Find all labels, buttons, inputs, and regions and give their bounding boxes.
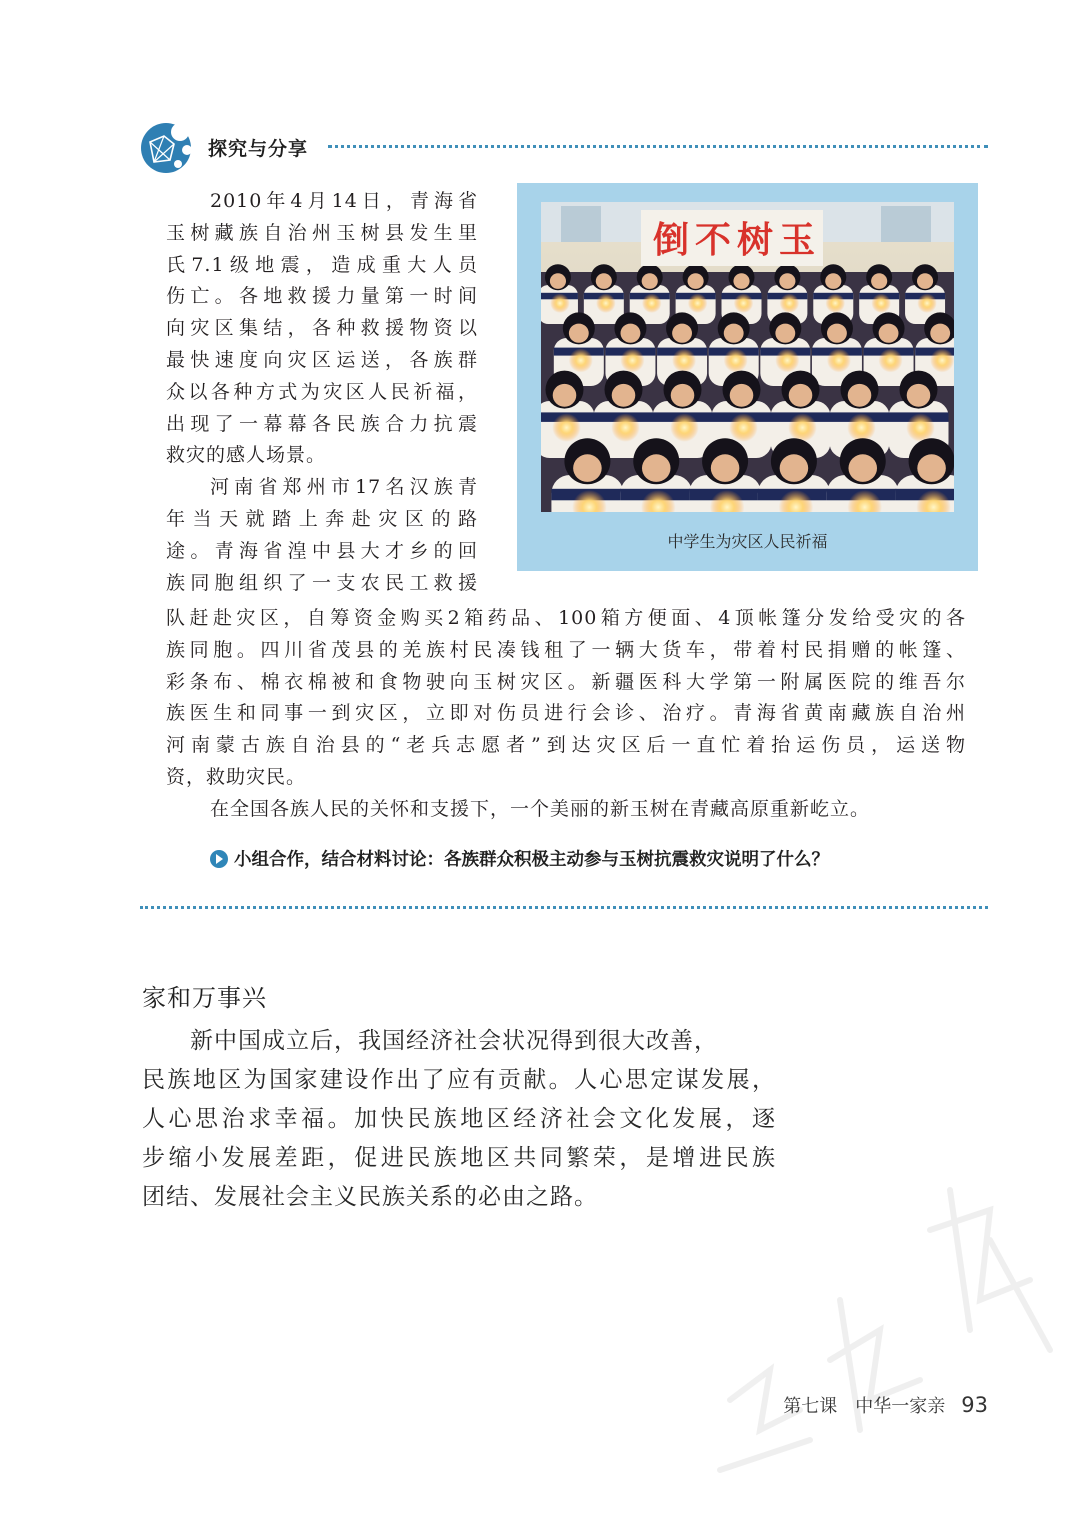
text-line: 救灾的感人场景。 [166, 444, 327, 467]
discussion-question-text: 小组合作，结合材料讨论：各族群众积极主动参与玉树抗震救灾说明了什么？ [234, 850, 829, 870]
explore-share-title: 探究与分享 [208, 138, 309, 160]
banner-char: 玉 [779, 220, 816, 261]
text-line: 伤亡。各地救援力量第一时间 [166, 285, 478, 308]
text-line: 河南省郑州市17名汉族青 [210, 476, 478, 499]
photo-figure [517, 183, 978, 571]
text-line: 族同胞。四川省茂县的羌族村民凑钱租了一辆大货车，带着村民捐赠的帐篷、 [166, 638, 966, 661]
text-line: 2010年4月14日，青海省 [210, 190, 478, 212]
text-line: 资，救助灾民。 [166, 765, 307, 788]
explore-narrow-column [166, 186, 478, 599]
section-title: 家和万事兴 [142, 984, 267, 1012]
explore-paragraph-1 [166, 186, 478, 472]
explore-molecule-icon [140, 120, 194, 174]
explore-top-divider [328, 145, 988, 148]
page-footer [783, 1392, 988, 1418]
discussion-question [210, 846, 829, 871]
text-line: 河南蒙古族自治县的“老兵志愿者”到达灾区后一直忙着抬运伤员，运送物 [166, 734, 966, 757]
text-line: 最快速度向灾区运送，各族群 [166, 348, 478, 371]
text-line: 众以各种方式为灾区人民祈福， [166, 380, 478, 403]
text-line: 氏7.1级地震，造成重大人员 [166, 253, 478, 276]
explore-wide-text [166, 603, 966, 826]
explore-paragraph-2 [166, 472, 478, 599]
explore-closing-line: 在全国各族人民的关怀和支援下，一个美丽的新玉树在青藏高原重新屹立。 [210, 797, 871, 820]
section-line: 步缩小发展差距，促进民族地区共同繁荣，是增进民族 [142, 1145, 776, 1171]
text-line: 年当天就踏上奔赴灾区的路 [166, 507, 478, 530]
section-line: 人心思治求幸福。加快民族地区经济社会文化发展，逐 [142, 1106, 776, 1132]
text-line: 族同胞组织了一支农民工救援 [166, 571, 478, 594]
banner-char: 树 [737, 220, 774, 261]
page-number: 93 [961, 1393, 988, 1417]
text-line: 途。青海省湟中县大才乡的回 [166, 539, 478, 562]
banner-char: 不 [695, 220, 732, 261]
explore-bottom-divider [140, 906, 988, 909]
section-line: 团结、发展社会主义民族关系的必由之路。 [142, 1184, 598, 1210]
section-body [142, 1022, 776, 1217]
section-line: 民族地区为国家建设作出了应有贡献。人心思定谋发展， [142, 1067, 776, 1093]
text-line: 族医生和同事一到灾区，立即对伤员进行会诊、治疗。青海省黄南藏族自治州 [166, 702, 966, 725]
watermark-logo [690, 1150, 1070, 1510]
section-line: 新中国成立后，我国经济社会状况得到很大改善， [190, 1028, 718, 1054]
photo-caption: 中学生为灾区人民祈福 [667, 532, 828, 551]
text-line: 向灾区集结，各种救援物资以 [166, 317, 478, 340]
text-line: 队赶赴灾区，自筹资金购买2箱药品、100箱方便面、4顶帐篷分发给受灾的各 [166, 607, 966, 629]
play-arrow-icon [210, 850, 228, 868]
banner-char: 倒 [653, 220, 690, 261]
lesson-title: 第七课 中华一家亲 [783, 1396, 946, 1417]
text-line: 玉树藏族自治州玉树县发生里 [166, 221, 478, 244]
photo-banner [641, 210, 823, 266]
text-line: 彩条布、棉衣棉被和食物驶向玉树灾区。新疆医科大学第一附属医院的维吾尔 [166, 670, 966, 693]
students-praying-photo [541, 202, 954, 512]
text-line: 出现了一幕幕各民族合力抗震 [166, 412, 478, 435]
